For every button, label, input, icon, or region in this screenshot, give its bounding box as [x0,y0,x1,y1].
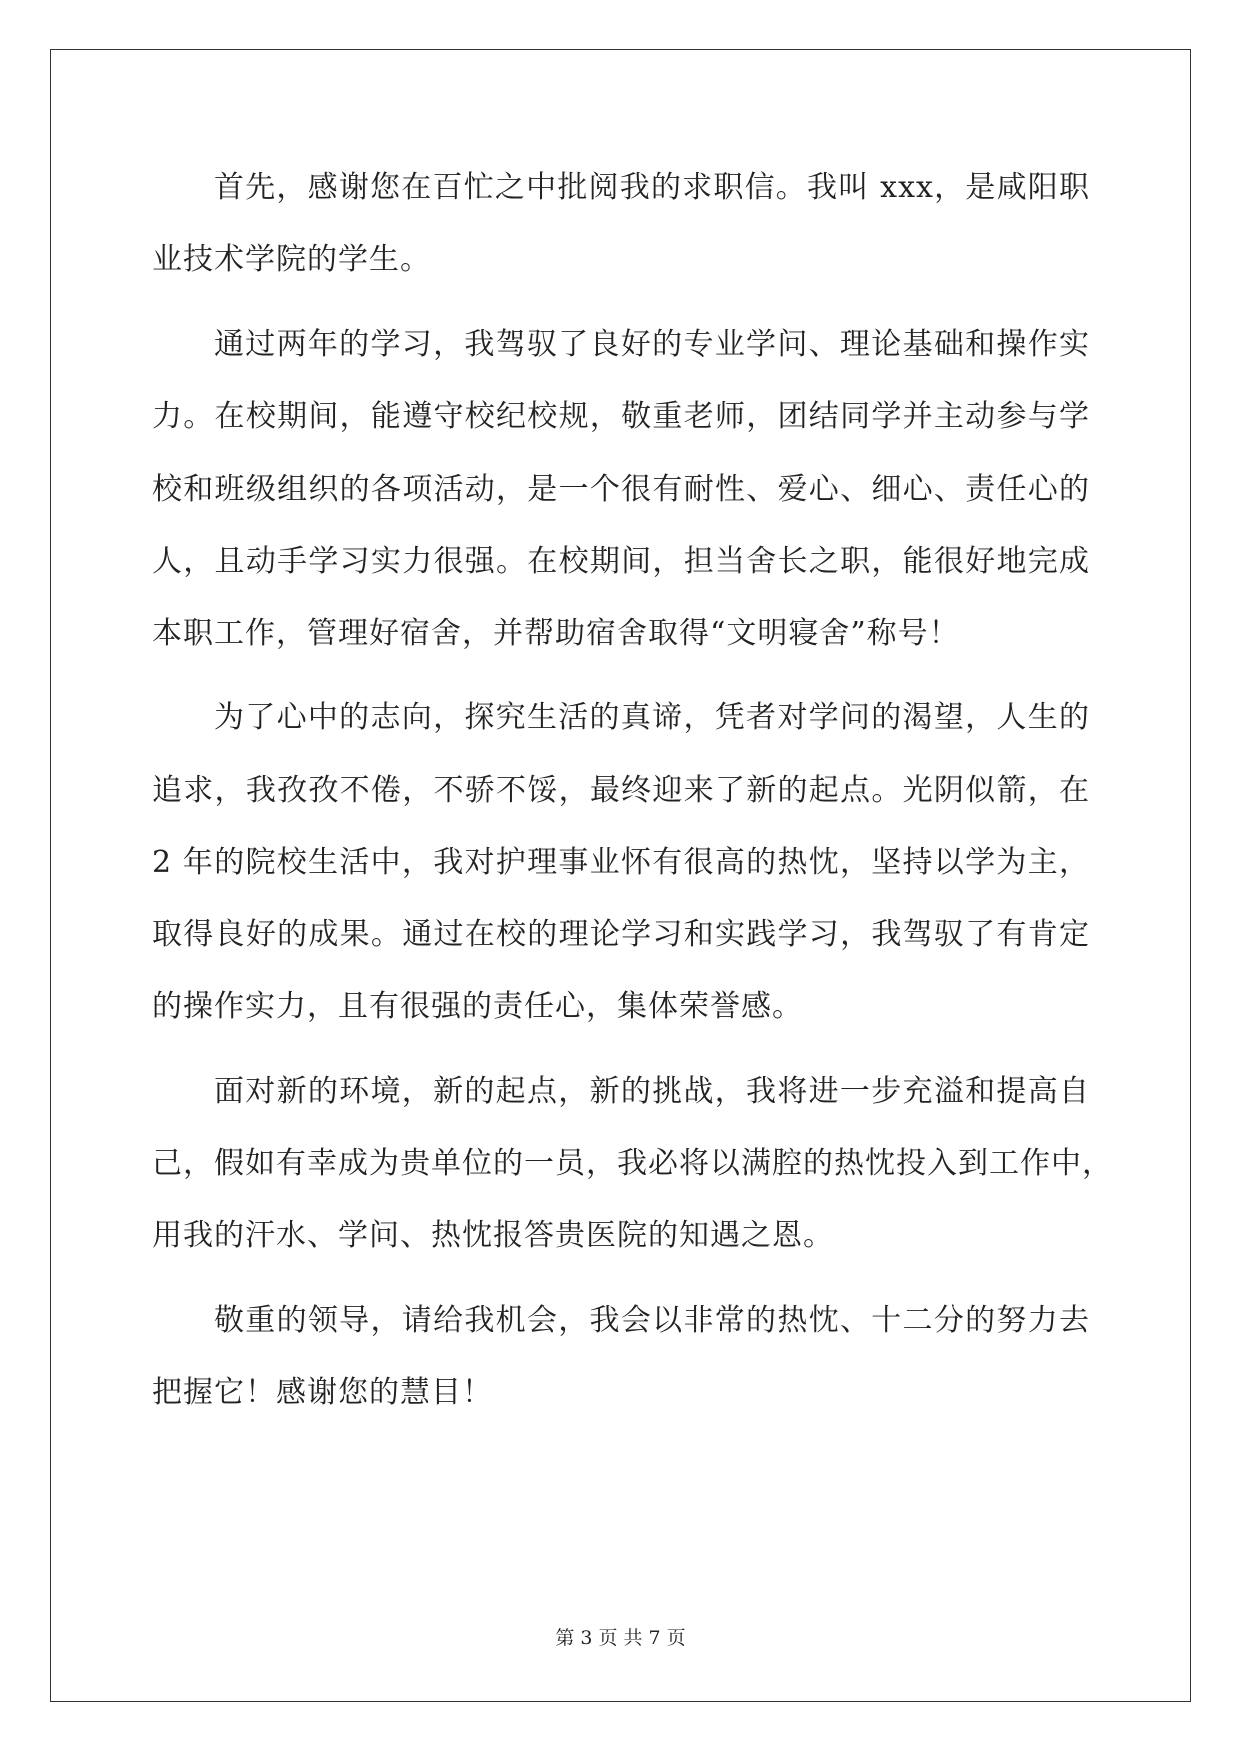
paragraph-3-line-4: 取得良好的成果。通过在校的理论学习和实践学习，我驾驭了有肯定 [152,917,1090,952]
paragraph-1-line-1: 首先，感谢您在百忙之中批阅我的求职信。我叫 xxx，是咸阳职 [214,170,1090,205]
paragraph-2-line-1: 通过两年的学习，我驾驭了良好的专业学问、理论基础和操作实 [214,327,1090,362]
paragraph-5-line-1: 敬重的领导，请给我机会，我会以非常的热忱、十二分的努力去 [214,1303,1090,1338]
paragraph-1-line-2: 业技术学院的学生。 [152,242,431,277]
paragraph-2-line-5: 本职工作，管理好宿舍，并帮助宿舍取得“文明寝舍”称号！ [152,616,960,651]
paragraph-2-line-4: 人，且动手学习实力很强。在校期间，担当舍长之职，能很好地完成 [152,544,1090,579]
paragraph-2-line-2: 力。在校期间，能遵守校纪校规，敬重老师，团结同学并主动参与学 [152,399,1090,434]
page-number-footer: 第 3 页 共 7 页 [555,1627,686,1649]
paragraph-4-line-1: 面对新的环境，新的起点，新的挑战，我将进一步充溢和提高自 [214,1074,1090,1109]
paragraph-3-line-1: 为了心中的志向，探究生活的真谛，凭者对学问的渴望，人生的 [214,700,1090,735]
paragraph-4-line-2: 己，假如有幸成为贵单位的一员，我必将以满腔的热忱投入到工作中， [152,1146,1113,1181]
paragraph-3-line-2: 追求，我孜孜不倦，不骄不馁，最终迎来了新的起点。光阴似箭，在 [152,773,1090,808]
paragraph-3-line-3: 2 年的院校生活中，我对护理事业怀有很高的热忱，坚持以学为主， [152,845,1090,880]
paragraph-2-line-3: 校和班级组织的各项活动，是一个很有耐性、爱心、细心、责任心的 [152,472,1090,507]
paragraph-3-line-5: 的操作实力，且有很强的责任心，集体荣誉感。 [152,989,803,1024]
paragraph-4-line-3: 用我的汗水、学问、热忱报答贵医院的知遇之恩。 [152,1218,834,1253]
paragraph-5-line-2: 把握它！感谢您的慧目！ [152,1375,493,1410]
